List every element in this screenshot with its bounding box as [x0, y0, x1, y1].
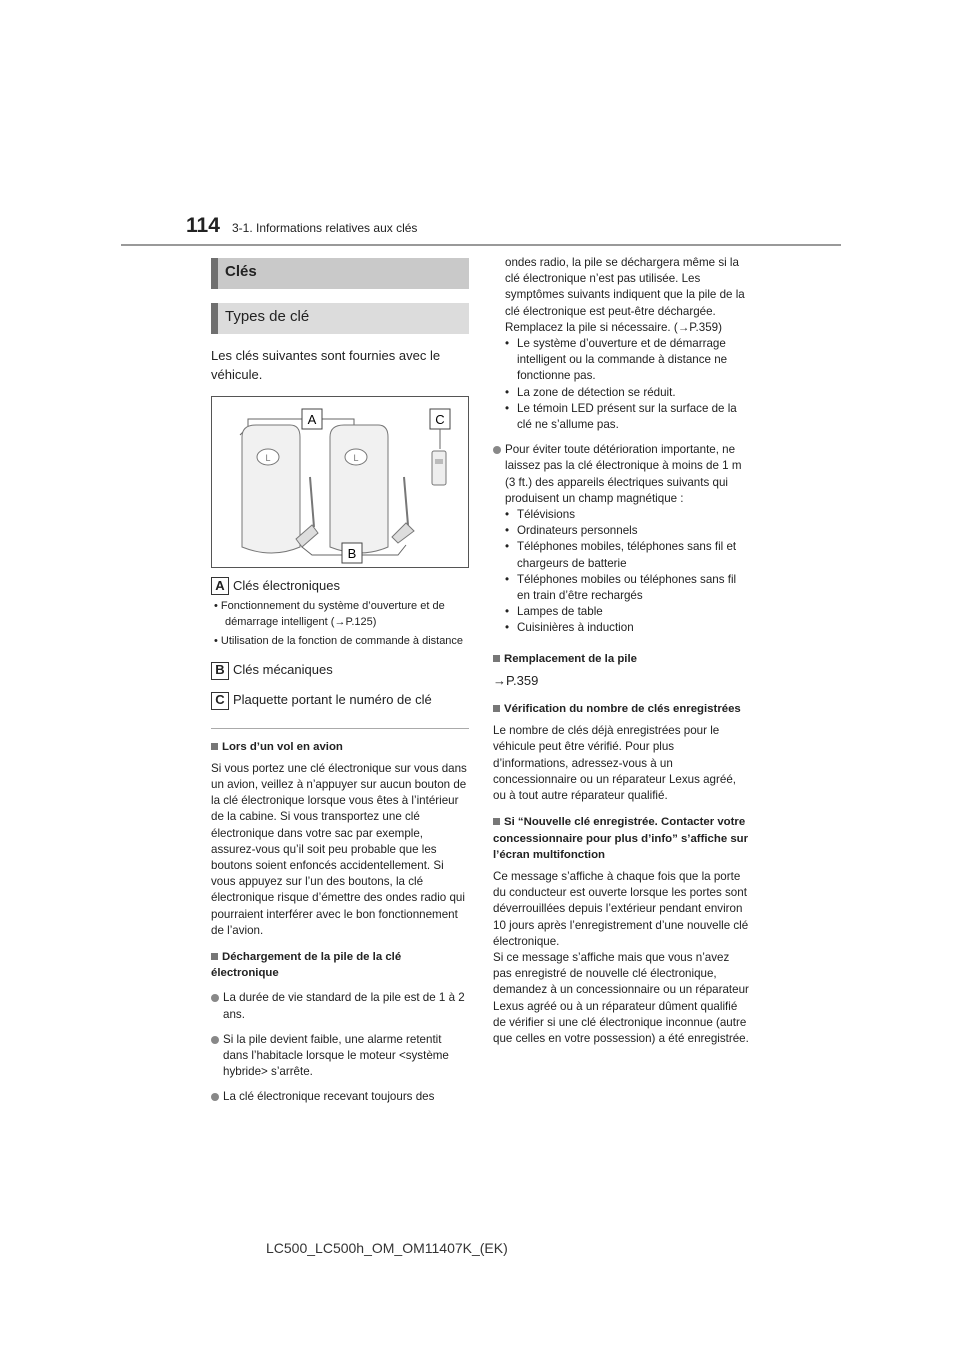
new-key-body-2: Si ce message s’affiche mais que vous n’avez pas enregistré de nouvelle clé électronique, demandez à un concessionnaire ou un réparateur Lexus agréé ou à un réparateur dûment qualifié de vérifier si une clé électronique inconnue (autre que celles en votre possession) a été enregistrée.: [493, 950, 749, 1045]
note-battery-heading: Déchargement de la pile de la clé électronique: [211, 950, 402, 980]
label-a-box: A: [211, 577, 229, 595]
registered-keys-body: Le nombre de clés déjà enregistrées pour le véhicule peut être vérifié. Pour plus d’informations, adressez-vous à un concessionnaire ou un réparateur Lexus agréé, ou à tout autre réparateur qualifié.: [493, 724, 736, 803]
section-bar: [211, 258, 469, 289]
device-4: • Téléphones mobiles ou téléphones sans fil en train d’être rechargés: [505, 572, 737, 603]
figure-label-b: B: [347, 546, 357, 561]
symptom-3: • Le témoin LED présent sur la surface de la clé ne s’allume pas.: [505, 401, 737, 432]
symptom-1: • Le système d’ouverture et de démarrage intelligent ou la commande à distance ne fonctionne pas.: [505, 337, 728, 383]
label-c-box: C: [211, 692, 229, 710]
device-1: • Télévisions: [505, 508, 575, 522]
battery-replacement-heading: Remplacement de la pile: [493, 651, 751, 667]
item-a-bullet-2: • Utilisation de la fonction de commande à distance: [214, 635, 464, 647]
subsection-bar: [211, 303, 469, 334]
battery-point-4: Pour éviter toute détérioration importante, ne laissez pas la clé électronique à moins de 1 m (3 ft.) des appareils électriques suivants qui produisent un champ magnétique :: [493, 442, 751, 507]
battery-point-3: La clé électronique recevant toujours des: [211, 1089, 469, 1105]
electronic-key-2: [330, 425, 388, 553]
device-2: • Ordinateurs personnels: [505, 524, 638, 538]
svg-text:L: L: [353, 453, 359, 463]
footer-code: LC500_LC500h_OM_OM11407K_(EK): [266, 1240, 508, 1256]
item-b-text: Clés mécaniques: [233, 662, 333, 678]
notes-divider: [211, 728, 469, 729]
header-rule: [121, 244, 841, 246]
symptom-2: • La zone de détection se réduit.: [505, 385, 676, 399]
battery-point-1: La durée de vie standard de la pile est de 1 à 2 ans.: [211, 990, 469, 1022]
section-title: Clés: [225, 263, 257, 280]
page-number: 114: [186, 214, 220, 237]
figure-label-a: A: [307, 412, 317, 427]
key-number-plate: [432, 451, 446, 485]
left-column: [211, 258, 469, 1106]
figure-label-c: C: [435, 412, 445, 427]
svg-text:L: L: [265, 453, 271, 463]
item-a: [211, 577, 469, 595]
device-5: • Lampes de table: [505, 605, 603, 619]
battery-replacement-ref[interactable]: →P.359: [493, 672, 539, 688]
keys-illustration: [212, 397, 468, 567]
intro-text: Les clés suivantes sont fournies avec le véhicule.: [211, 348, 441, 382]
new-key-heading: Si “Nouvelle clé enregistrée. Contacter votre concessionnaire pour plus d’info” s’affiche sur l’écran multifonction: [493, 816, 749, 861]
note-flight-body: Si vous portez une clé électronique sur vous dans un avion, veillez à n’appuyer sur aucun bouton de la clé électronique lorsque vous êtes à l’intérieur de la cabine. Si vous transportez une clé électronique dans votre sac par exemple, assurez-vous qu’il soit peu probable que les boutons soient enfoncés accidentellement. Si vous appuyez sur l’un des boutons, la clé électronique risque d’émettre des ondes radio qui pourraient interférer avec le bon fonctionnement de l’avion.: [211, 761, 467, 937]
item-a-bullet-1: • Fonctionnement du système d’ouverture et de démarrage intelligent (→P.125): [214, 600, 445, 628]
keys-figure: [211, 396, 469, 568]
item-c-text: Plaquette portant le numéro de clé: [233, 692, 432, 708]
device-3: • Téléphones mobiles, téléphones sans fil et chargeurs de batterie: [505, 540, 737, 570]
new-key-body-1: Ce message s’affiche à chaque fois que la porte du conducteur est ouverte lorsque les portes sont déverrouillées depuis l’extérieur pendant environ 10 jours après l’enregistrement d’une nouvelle clé électronique.: [493, 869, 749, 948]
item-b: [211, 662, 469, 680]
mechanical-key-2: [392, 477, 414, 543]
electronic-key-1: [242, 425, 300, 553]
label-b-box: B: [211, 662, 229, 680]
subsection-title: Types de clé: [225, 308, 310, 325]
note-flight-heading: Lors d’un vol en avion: [211, 739, 469, 755]
item-c: [211, 692, 469, 710]
registered-keys-heading: Vérification du nombre de clés enregistrées: [493, 701, 751, 717]
chapter-title: 3-1. Informations relatives aux clés: [232, 221, 418, 235]
device-6: • Cuisinières à induction: [505, 621, 634, 635]
battery-point-3-cont: ondes radio, la pile se déchargera même si la clé électronique n’est pas utilisée. Les symptômes suivants indiquent que la pile de la clé électronique est peut-être déchargée. Remplacez la pile si nécessaire. (→P.359): [505, 256, 745, 334]
right-column: [493, 255, 751, 1047]
item-a-text: Clés électroniques: [233, 577, 340, 593]
battery-point-2: Si la pile devient faible, une alarme retentit dans l’habitacle lorsque le moteur <système hybride> s’arrête.: [211, 1032, 469, 1081]
